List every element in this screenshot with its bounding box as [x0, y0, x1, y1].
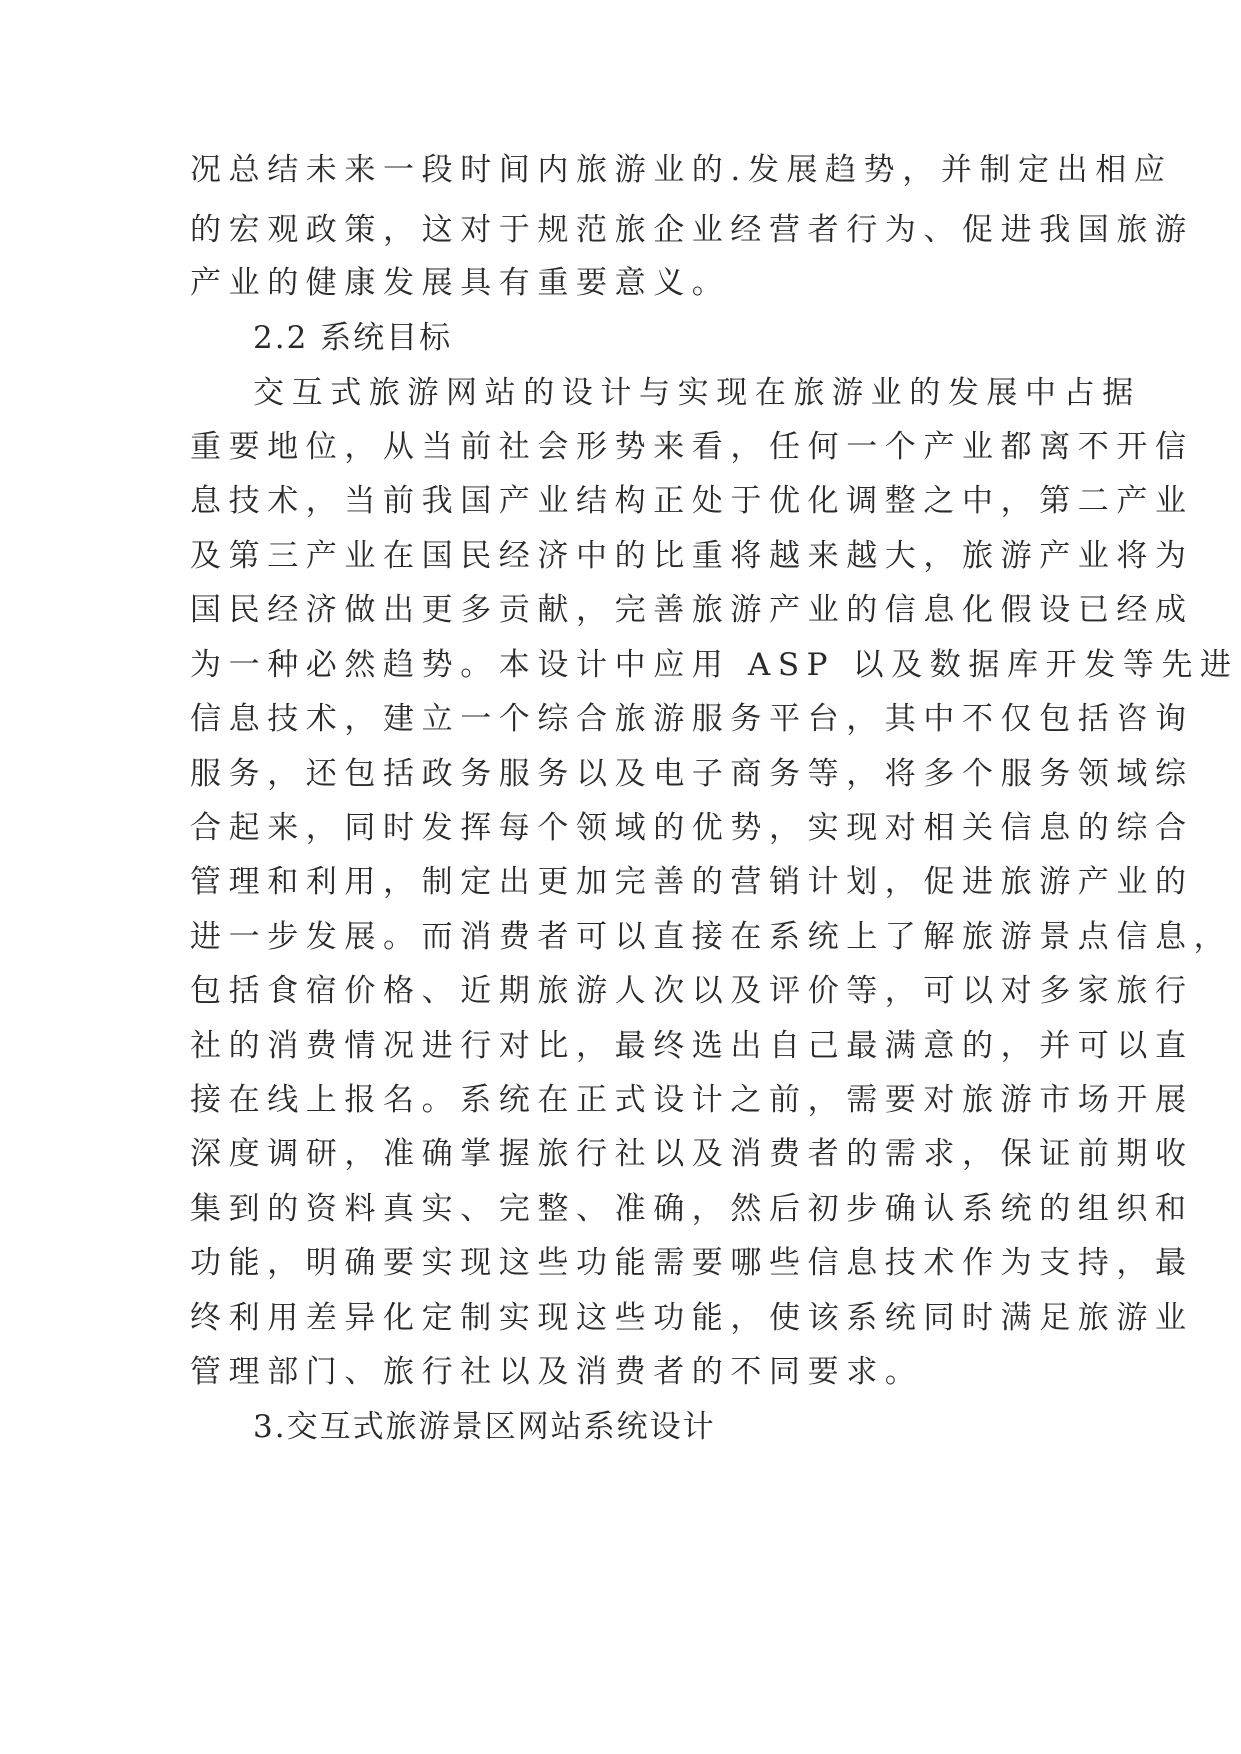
paragraph-line: 集到的资料真实、完整、准确，然后初步确认系统的组织和: [190, 1191, 1194, 1227]
paragraph-line: 管理和利用，制定出更加完善的营销计划，促进旅游产业的: [190, 864, 1194, 900]
paragraph-line: 国民经济做出更多贡献，完善旅游产业的信息化假设已经成: [190, 592, 1194, 628]
paragraph-line: 功能，明确要实现这些功能需要哪些信息技术作为支持，最: [190, 1245, 1194, 1281]
paragraph-line: 信息技术，建立一个综合旅游服务平台，其中不仅包括咨询: [190, 701, 1194, 737]
paragraph-line: 况总结未来一段时间内旅游业的.发展趋势，并制定出相应: [190, 152, 1173, 188]
paragraph-line: 的宏观政策，这对于规范旅企业经营者行为、促进我国旅游: [190, 212, 1194, 248]
paragraph-line: 深度调研，准确掌握旅行社以及消费者的需求，保证前期收: [190, 1136, 1194, 1172]
paragraph-line: 产业的健康发展具有重要意义。: [190, 265, 731, 301]
paragraph-line: 为一种必然趋势。本设计中应用 ASP 以及数据库开发等先进: [190, 647, 1239, 683]
paragraph-line: 进一步发展。而消费者可以直接在系统上了解旅游景点信息，: [190, 919, 1233, 955]
paragraph-line: 及第三产业在国民经济中的比重将越来越大，旅游产业将为: [190, 538, 1194, 574]
paragraph-line: 息技术，当前我国产业结构正处于优化调整之中，第二产业: [190, 483, 1194, 519]
paragraph-line: 服务，还包括政务服务以及电子商务等，将多个服务领域综: [190, 756, 1194, 792]
paragraph-line: 社的消费情况进行对比，最终选出自己最满意的，并可以直: [190, 1028, 1194, 1064]
paragraph-line: 交互式旅游网站的设计与实现在旅游业的发展中占据: [253, 375, 1141, 411]
paragraph-line: 合起来，同时发挥每个领域的优势，实现对相关信息的综合: [190, 810, 1194, 846]
paragraph-line: 重要地位，从当前社会形势来看，任何一个产业都离不开信: [190, 429, 1194, 465]
paragraph-line: 接在线上报名。系统在正式设计之前，需要对旅游市场开展: [190, 1082, 1194, 1118]
paragraph-line: 终利用差异化定制实现这些功能，使该系统同时满足旅游业: [190, 1300, 1194, 1336]
section-heading: 2.2 系统目标: [253, 320, 453, 356]
paragraph-line: 包括食宿价格、近期旅游人次以及评价等，可以对多家旅行: [190, 973, 1194, 1009]
paragraph-line: 管理部门、旅行社以及消费者的不同要求。: [190, 1354, 924, 1390]
section-heading: 3.交互式旅游景区网站系统设计: [253, 1409, 716, 1445]
